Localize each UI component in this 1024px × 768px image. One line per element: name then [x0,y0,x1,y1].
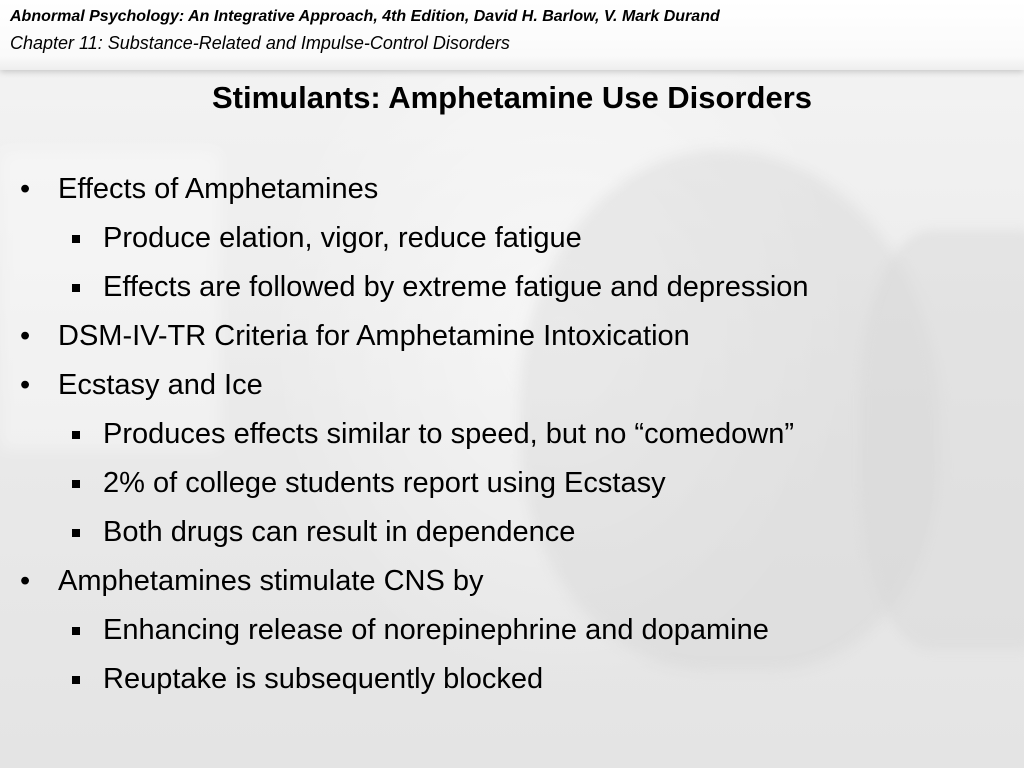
sub-bullet-item [0,263,1024,312]
sub-bullet-item [0,606,1024,655]
sub-bullet-item [0,655,1024,704]
sub-bullet-item [0,459,1024,508]
bullet-text: Ecstasy and Ice [58,369,263,401]
chapter-title: Chapter 11: Substance-Related and Impulse-Control Disorders [10,33,510,53]
bullet-item [0,312,1024,361]
square-bullet-icon [72,627,80,635]
header-band [0,0,1024,70]
square-bullet-icon [72,235,80,243]
bullet-item [0,557,1024,606]
square-bullet-icon [72,676,80,684]
sub-bullet-text: Effects are followed by extreme fatigue and depression [103,271,809,303]
slide-title: Stimulants: Amphetamine Use Disorders [211,80,813,115]
sub-bullet-text: Produce elation, vigor, reduce fatigue [103,222,582,254]
book-title: Abnormal Psychology: An Integrative Approach, 4th Edition, David H. Barlow, V. Mark Durand [10,8,720,25]
bullet-dot-icon: • [20,565,31,597]
bullet-list [0,165,1024,704]
sub-bullet-text: 2% of college students report using Ecstasy [103,467,666,499]
bullet-item [0,165,1024,214]
sub-bullet-item [0,214,1024,263]
sub-bullet-item [0,508,1024,557]
bullet-text: Effects of Amphetamines [58,173,379,205]
sub-bullet-text: Reuptake is subsequently blocked [103,663,544,695]
bullet-item [0,361,1024,410]
square-bullet-icon [72,529,80,537]
bullet-text: Amphetamines stimulate CNS by [58,565,484,597]
sub-bullet-item [0,410,1024,459]
square-bullet-icon [72,431,80,439]
square-bullet-icon [72,284,80,292]
bullet-dot-icon: • [20,320,31,352]
square-bullet-icon [72,480,80,488]
sub-bullet-text: Enhancing release of norepinephrine and dopamine [103,614,769,646]
bullet-dot-icon: • [20,369,31,401]
bullet-dot-icon: • [20,173,31,205]
sub-bullet-text: Produces effects similar to speed, but no “comedown” [103,418,794,450]
sub-bullet-text: Both drugs can result in dependence [103,516,576,548]
bullet-text: DSM-IV-TR Criteria for Amphetamine Intoxication [58,320,690,352]
